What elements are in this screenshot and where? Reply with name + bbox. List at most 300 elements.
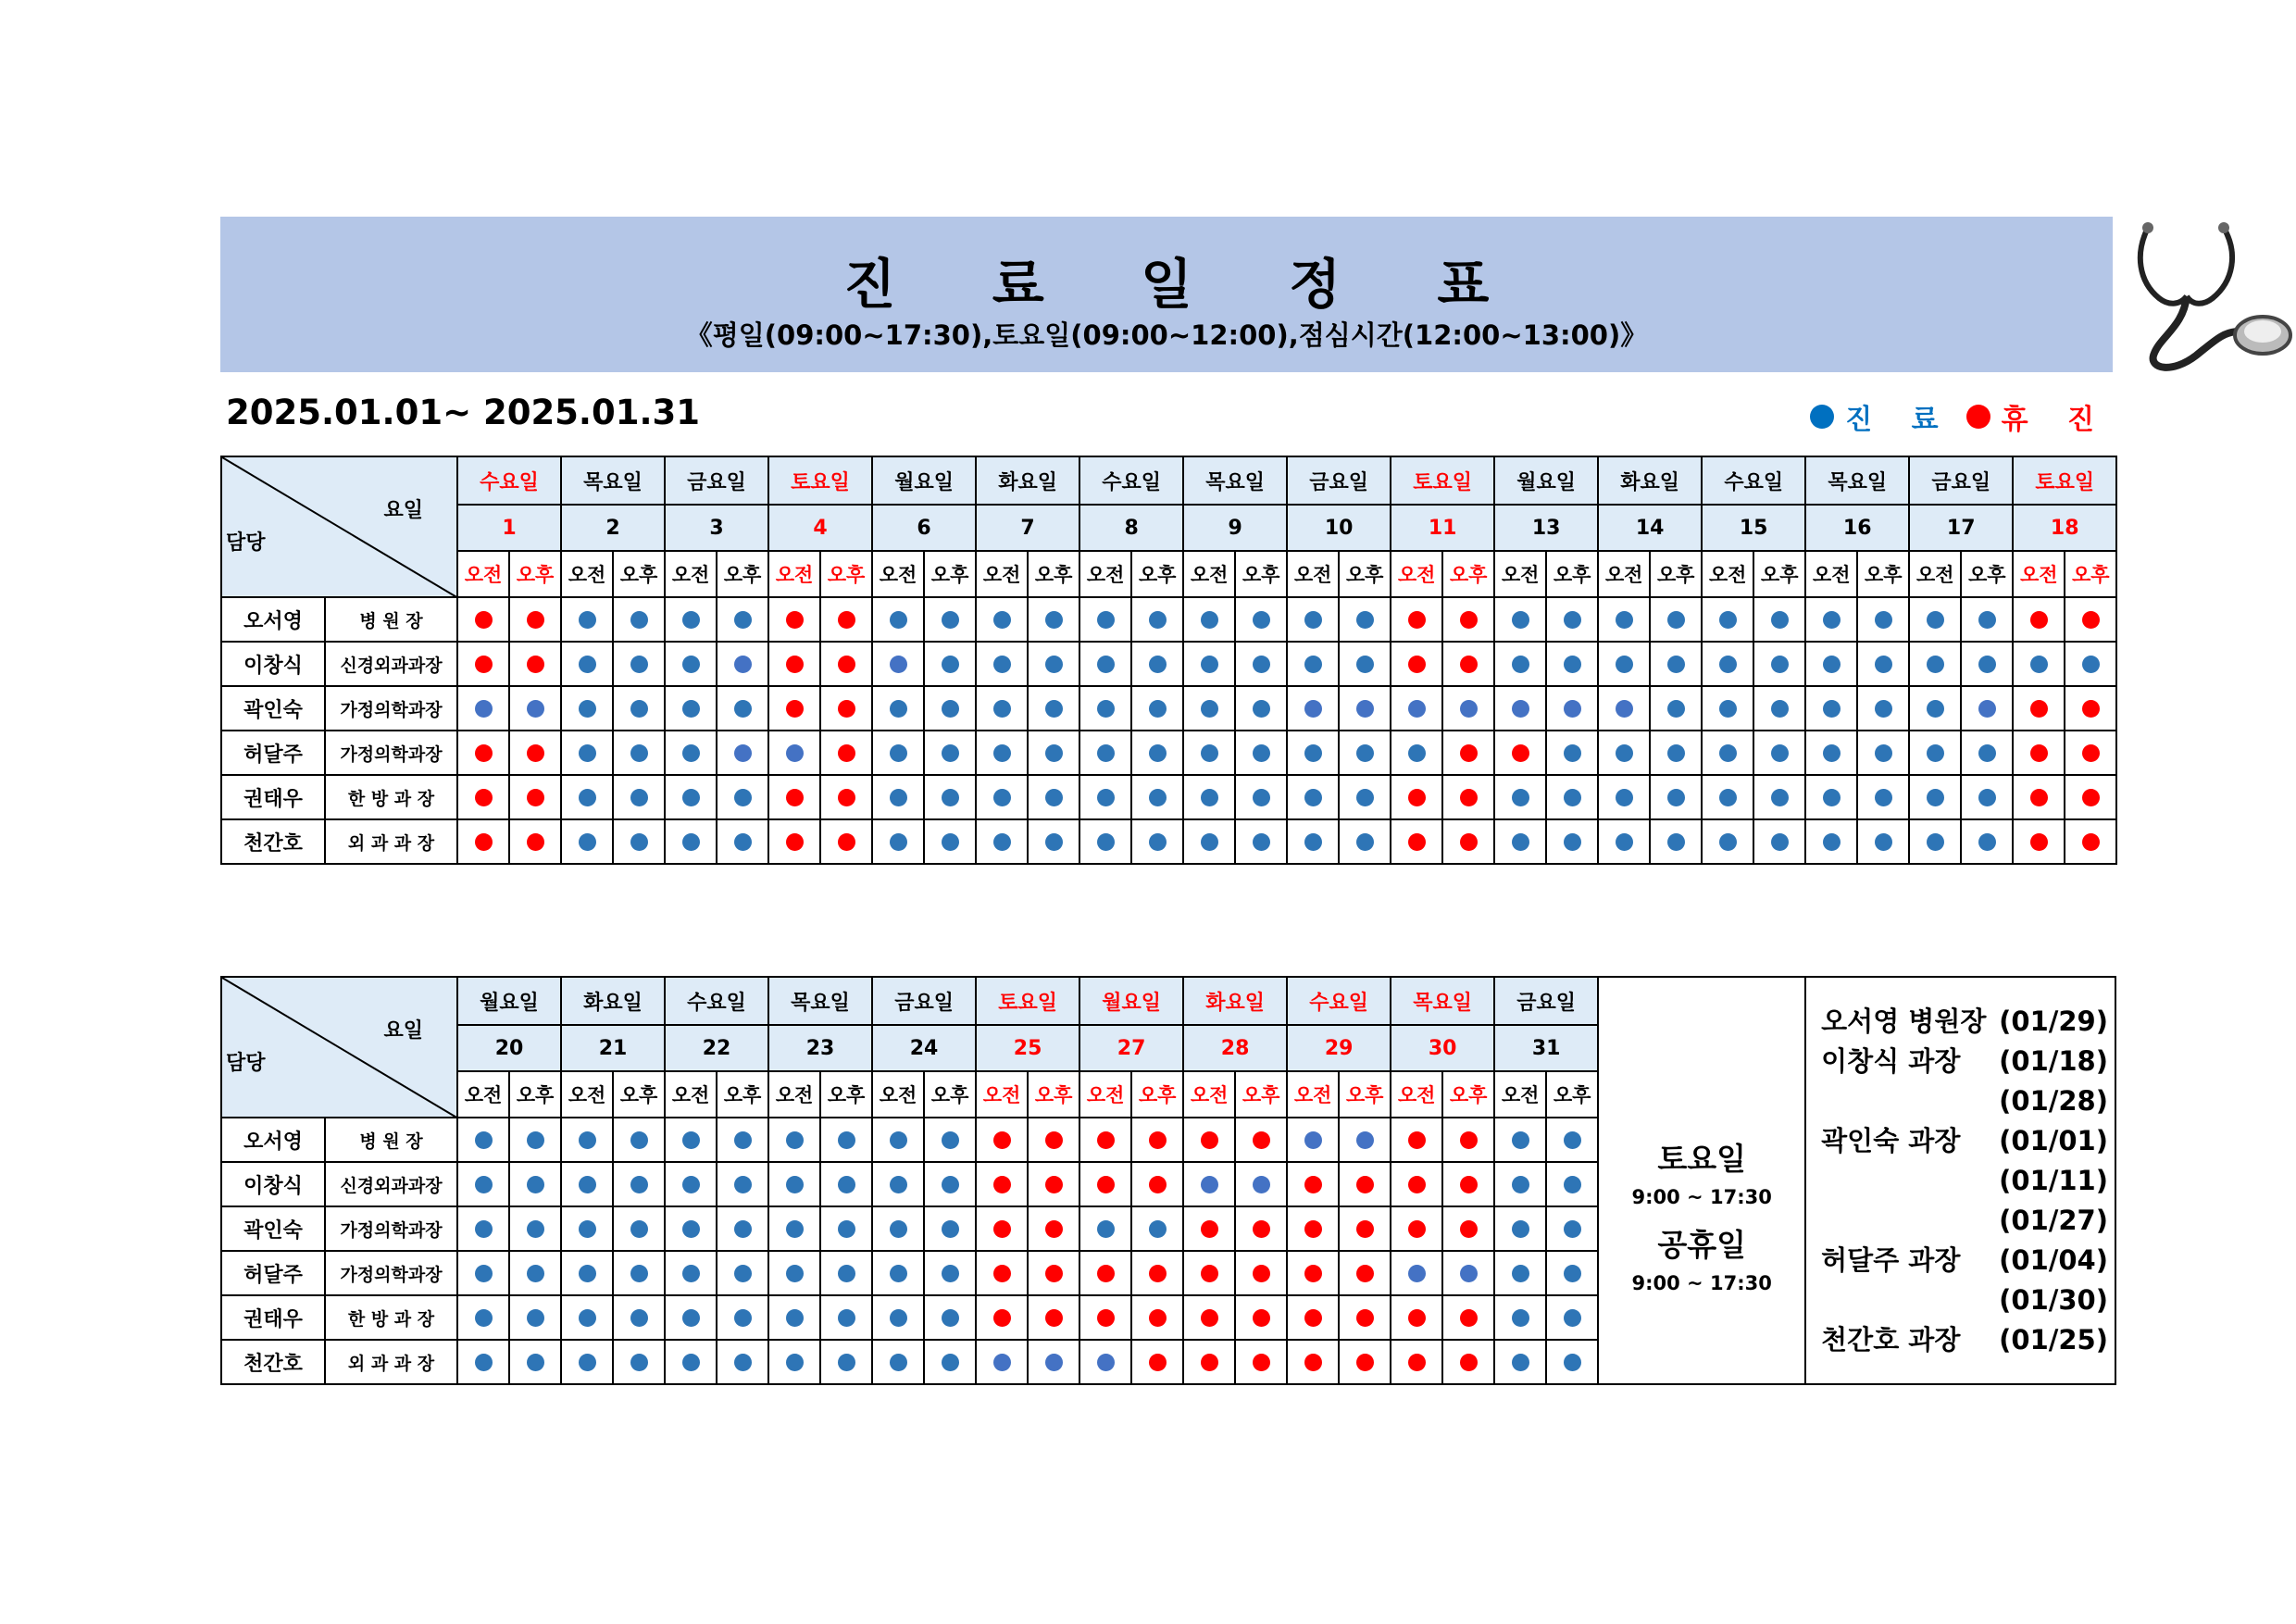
open-dot-icon xyxy=(1045,611,1063,629)
schedule-cell xyxy=(1183,1251,1235,1295)
weekday-header: 화요일 xyxy=(1183,977,1287,1025)
schedule-cell xyxy=(1183,686,1235,731)
schedule-cell xyxy=(1339,597,1391,642)
schedule-cell xyxy=(872,642,924,686)
schedule-cell xyxy=(1442,1251,1494,1295)
schedule-cell xyxy=(665,1118,717,1162)
closed-dot-icon xyxy=(2030,700,2048,718)
open-dot-icon xyxy=(734,1131,752,1149)
note-doctor: 허달주 과장 xyxy=(1821,1243,1961,1276)
closed-dot-icon xyxy=(1356,1265,1374,1282)
open-dot-icon xyxy=(1771,789,1789,806)
open-dot-icon xyxy=(1253,744,1270,762)
closed-dot-icon xyxy=(993,1220,1011,1238)
closed-dot-icon xyxy=(1201,1265,1218,1282)
open-dot-icon xyxy=(1408,700,1426,718)
open-dot-icon xyxy=(630,744,648,762)
closed-dot-icon xyxy=(838,700,855,718)
open-dot-icon xyxy=(579,1354,596,1371)
closed-dot-icon xyxy=(2030,744,2048,762)
open-dot-icon xyxy=(630,1131,648,1149)
open-dot-icon xyxy=(993,656,1011,673)
closed-dot-icon xyxy=(1253,1265,1270,1282)
open-dot-icon xyxy=(1149,833,1167,851)
open-dot-icon xyxy=(734,1354,752,1371)
schedule-cell xyxy=(613,1340,665,1384)
open-dot-icon xyxy=(1201,611,1218,629)
closed-dot-icon xyxy=(1149,1309,1167,1327)
schedule-cell xyxy=(613,597,665,642)
date-header: 6 xyxy=(872,505,976,551)
schedule-cell xyxy=(1805,597,1857,642)
schedule-cell xyxy=(1339,1295,1391,1340)
weekday-header: 토요일 xyxy=(1391,456,1494,505)
open-dot-icon xyxy=(1304,744,1322,762)
open-dot-icon xyxy=(993,833,1011,851)
open-dot-icon xyxy=(1823,700,1841,718)
schedule-cell xyxy=(665,686,717,731)
schedule-cell xyxy=(665,819,717,864)
doctor-name: 곽인숙 xyxy=(221,686,325,731)
staff-header-label: 담당 xyxy=(226,1052,266,1075)
schedule-cell xyxy=(1339,775,1391,819)
open-dot-icon xyxy=(579,833,596,851)
open-dot-icon xyxy=(1875,700,1892,718)
doctor-role: 외 과 과 장 xyxy=(325,819,457,864)
closed-dot-icon xyxy=(2030,611,2048,629)
open-dot-icon xyxy=(942,1265,959,1282)
schedule-cell xyxy=(1079,731,1131,775)
schedule-cell xyxy=(1079,1251,1131,1295)
closed-dot-icon xyxy=(1097,1131,1115,1149)
schedule-cell xyxy=(1546,1206,1598,1251)
schedule-cell xyxy=(509,1162,561,1206)
closed-dot-icon xyxy=(1149,1354,1167,1371)
schedule-cell xyxy=(665,642,717,686)
schedule-cell xyxy=(1287,642,1339,686)
open-dot-icon xyxy=(1616,700,1633,718)
schedule-cell xyxy=(613,1295,665,1340)
schedule-cell xyxy=(457,1206,509,1251)
open-dot-icon xyxy=(1304,656,1322,673)
schedule-cell xyxy=(1339,1162,1391,1206)
schedule-cell xyxy=(1028,775,1079,819)
schedule-cell xyxy=(1235,597,1287,642)
pm-header: 오후 xyxy=(1339,1071,1391,1118)
open-dot-icon xyxy=(1978,789,1996,806)
closed-dot-icon xyxy=(2030,789,2048,806)
schedule-cell xyxy=(820,731,872,775)
open-dot-icon xyxy=(1149,744,1167,762)
schedule-cell xyxy=(509,1251,561,1295)
closed-dot-icon xyxy=(1408,1131,1426,1149)
note-row xyxy=(1821,1161,2115,1201)
schedule-cell xyxy=(561,1251,613,1295)
schedule-cell xyxy=(1079,1118,1131,1162)
schedule-cell xyxy=(561,1118,613,1162)
schedule-cell xyxy=(1183,1118,1235,1162)
closed-dot-icon xyxy=(1408,1354,1426,1371)
closed-dot-icon xyxy=(1304,1176,1322,1193)
schedule-cell xyxy=(976,731,1028,775)
am-header: 오전 xyxy=(1183,1071,1235,1118)
doctor-name: 권태우 xyxy=(221,775,325,819)
schedule-cell xyxy=(1391,642,1442,686)
schedule-cell xyxy=(1028,1295,1079,1340)
schedule-cell xyxy=(1391,1162,1442,1206)
date-header: 8 xyxy=(1079,505,1183,551)
schedule-cell xyxy=(509,1206,561,1251)
schedule-cell xyxy=(1598,775,1650,819)
schedule-cell xyxy=(2065,686,2116,731)
open-dot-icon xyxy=(1253,611,1270,629)
schedule-cell xyxy=(1131,1295,1183,1340)
schedule-cell xyxy=(1753,597,1805,642)
date-header: 3 xyxy=(665,505,768,551)
open-dot-icon xyxy=(1719,611,1737,629)
open-dot-icon xyxy=(838,1309,855,1327)
open-dot-icon xyxy=(682,1220,700,1238)
open-dot-icon xyxy=(1408,744,1426,762)
open-dot-icon xyxy=(1512,1309,1529,1327)
open-dot-icon xyxy=(993,789,1011,806)
schedule-cell xyxy=(1339,819,1391,864)
schedule-table-2 xyxy=(220,976,2116,1385)
open-dot-icon xyxy=(786,1176,804,1193)
open-dot-icon xyxy=(1045,700,1063,718)
open-dot-icon xyxy=(1564,1131,1581,1149)
open-dot-icon xyxy=(475,1131,493,1149)
open-dot-icon xyxy=(682,700,700,718)
schedule-cell xyxy=(1442,1162,1494,1206)
schedule-cell xyxy=(768,819,820,864)
closed-dot-icon xyxy=(1201,1220,1218,1238)
schedule-cell xyxy=(1287,775,1339,819)
open-dot-icon xyxy=(1356,833,1374,851)
open-dot-icon xyxy=(1810,405,1834,429)
schedule-cell xyxy=(1598,819,1650,864)
schedule-cell xyxy=(561,1162,613,1206)
schedule-cell xyxy=(768,686,820,731)
open-dot-icon xyxy=(1356,700,1374,718)
schedule-cell xyxy=(1857,642,1909,686)
schedule-cell xyxy=(561,1295,613,1340)
closed-dot-icon xyxy=(1149,1131,1167,1149)
open-dot-icon xyxy=(890,1131,907,1149)
schedule-cell xyxy=(1028,1162,1079,1206)
open-dot-icon xyxy=(1875,656,1892,673)
schedule-cell xyxy=(1183,642,1235,686)
schedule-cell xyxy=(1028,597,1079,642)
date-header: 29 xyxy=(1287,1025,1391,1071)
closed-dot-icon xyxy=(1512,744,1529,762)
open-dot-icon xyxy=(1564,611,1581,629)
open-dot-icon xyxy=(1253,1176,1270,1193)
schedule-cell xyxy=(1805,686,1857,731)
schedule-cell xyxy=(1131,1251,1183,1295)
open-dot-icon xyxy=(1927,789,1944,806)
schedule-cell xyxy=(1079,597,1131,642)
date-header: 11 xyxy=(1391,505,1494,551)
schedule-cell xyxy=(768,1162,820,1206)
schedule-cell xyxy=(1287,1162,1339,1206)
schedule-cell xyxy=(1650,775,1702,819)
schedule-cell xyxy=(1131,1340,1183,1384)
schedule-cell xyxy=(1494,1118,1546,1162)
legend-closed-label: 휴 진 xyxy=(2001,404,2109,436)
schedule-cell xyxy=(1961,731,2013,775)
open-dot-icon xyxy=(1978,833,1996,851)
schedule-cell xyxy=(1391,686,1442,731)
schedule-cell xyxy=(1287,1340,1339,1384)
schedule-cell xyxy=(924,597,976,642)
hours-info-box xyxy=(1598,977,1805,1384)
schedule-cell xyxy=(872,1118,924,1162)
note-row xyxy=(1821,1320,2115,1360)
open-dot-icon xyxy=(630,611,648,629)
open-dot-icon xyxy=(1201,789,1218,806)
saturday-hours: 9:00 ~ 17:30 xyxy=(1631,1186,1772,1208)
holiday-hours: 9:00 ~ 17:30 xyxy=(1631,1272,1772,1294)
schedule-cell xyxy=(1494,642,1546,686)
note-date: (01/01) xyxy=(1999,1124,2108,1156)
schedule-cell xyxy=(1909,731,1961,775)
open-dot-icon xyxy=(475,1354,493,1371)
doctor-role: 가정의학과장 xyxy=(325,1251,457,1295)
legend xyxy=(1810,396,2109,437)
open-dot-icon xyxy=(1927,833,1944,851)
closed-dot-icon xyxy=(2030,833,2048,851)
schedule-cell xyxy=(1546,1251,1598,1295)
schedule-cell xyxy=(976,1295,1028,1340)
schedule-cell xyxy=(1391,819,1442,864)
schedule-cell xyxy=(1961,686,2013,731)
open-dot-icon xyxy=(1875,789,1892,806)
open-dot-icon xyxy=(1149,611,1167,629)
schedule-cell xyxy=(1598,686,1650,731)
open-dot-icon xyxy=(1564,1220,1581,1238)
schedule-cell xyxy=(872,686,924,731)
note-doctor: 천간호 과장 xyxy=(1821,1323,1961,1355)
pm-header: 오후 xyxy=(1442,1071,1494,1118)
pm-header: 오후 xyxy=(1961,551,2013,597)
schedule-cell xyxy=(1546,597,1598,642)
open-dot-icon xyxy=(734,833,752,851)
doctor-role: 가정의학과장 xyxy=(325,1206,457,1251)
schedule-cell xyxy=(561,1206,613,1251)
schedule-cell xyxy=(717,686,768,731)
schedule-cell xyxy=(1961,597,2013,642)
schedule-cell xyxy=(872,819,924,864)
closed-dot-icon xyxy=(993,1131,1011,1149)
schedule-cell xyxy=(2013,597,2065,642)
schedule-cell xyxy=(768,597,820,642)
open-dot-icon xyxy=(1201,656,1218,673)
doctor-row xyxy=(221,642,2116,686)
open-dot-icon xyxy=(475,1265,493,1282)
open-dot-icon xyxy=(1512,1131,1529,1149)
schedule-cell xyxy=(1235,1162,1287,1206)
am-header: 오전 xyxy=(1391,551,1442,597)
schedule-cell xyxy=(561,731,613,775)
open-dot-icon xyxy=(734,700,752,718)
pm-header: 오후 xyxy=(717,1071,768,1118)
open-dot-icon xyxy=(1667,656,1685,673)
note-date: (01/28) xyxy=(1999,1084,2108,1117)
open-dot-icon xyxy=(942,744,959,762)
closed-dot-icon xyxy=(1201,1354,1218,1371)
schedule-cell xyxy=(1494,1206,1546,1251)
schedule-cell xyxy=(1598,642,1650,686)
open-dot-icon xyxy=(475,1309,493,1327)
open-dot-icon xyxy=(1616,833,1633,851)
pm-header: 오후 xyxy=(924,551,976,597)
closed-dot-icon xyxy=(1356,1309,1374,1327)
schedule-cell xyxy=(1235,1295,1287,1340)
doctor-name: 이창식 xyxy=(221,1162,325,1206)
weekday-header: 월요일 xyxy=(457,977,561,1025)
schedule-cell xyxy=(1235,775,1287,819)
open-dot-icon xyxy=(1304,700,1322,718)
open-dot-icon xyxy=(942,1176,959,1193)
open-dot-icon xyxy=(1564,1176,1581,1193)
schedule-cell xyxy=(1235,1206,1287,1251)
schedule-cell xyxy=(561,775,613,819)
schedule-cell xyxy=(1391,1295,1442,1340)
open-dot-icon xyxy=(475,1176,493,1193)
open-dot-icon xyxy=(682,744,700,762)
schedule-cell xyxy=(613,1251,665,1295)
open-dot-icon xyxy=(1719,700,1737,718)
closed-dot-icon xyxy=(1460,1131,1478,1149)
date-header: 22 xyxy=(665,1025,768,1071)
am-header: 오전 xyxy=(1079,551,1131,597)
open-dot-icon xyxy=(1875,744,1892,762)
staff-header-label: 담당 xyxy=(226,531,266,555)
note-doctor: 오서영 병원장 xyxy=(1821,1005,1987,1037)
schedule-cell xyxy=(613,731,665,775)
schedule-cell xyxy=(976,642,1028,686)
open-dot-icon xyxy=(1253,700,1270,718)
open-dot-icon xyxy=(1564,1309,1581,1327)
open-dot-icon xyxy=(1978,744,1996,762)
doctor-name: 곽인숙 xyxy=(221,1206,325,1251)
weekday-header: 월요일 xyxy=(1494,456,1598,505)
schedule-cell xyxy=(1857,731,1909,775)
schedule-cell xyxy=(2013,686,2065,731)
schedule-period: 2025.01.01~ 2025.01.31 xyxy=(226,393,701,432)
note-row xyxy=(1821,1042,2115,1081)
closed-dot-icon xyxy=(1097,1176,1115,1193)
date-header: 14 xyxy=(1598,505,1702,551)
note-doctor xyxy=(1821,1280,1999,1320)
open-dot-icon xyxy=(786,1309,804,1327)
closed-dot-icon xyxy=(1045,1309,1063,1327)
schedule-cell xyxy=(717,1206,768,1251)
schedule-cell xyxy=(717,819,768,864)
schedule-cell xyxy=(872,775,924,819)
weekday-header: 금요일 xyxy=(1494,977,1598,1025)
schedule-cell xyxy=(1442,642,1494,686)
schedule-cell xyxy=(768,1251,820,1295)
schedule-cell xyxy=(1494,597,1546,642)
open-dot-icon xyxy=(579,656,596,673)
open-dot-icon xyxy=(1978,611,1996,629)
closed-dot-icon xyxy=(475,833,493,851)
date-header: 10 xyxy=(1287,505,1391,551)
open-dot-icon xyxy=(630,700,648,718)
closed-dot-icon xyxy=(1408,1309,1426,1327)
schedule-cell xyxy=(1753,731,1805,775)
schedule-cell xyxy=(1287,819,1339,864)
schedule-cell xyxy=(457,1251,509,1295)
closed-dot-icon xyxy=(1304,1265,1322,1282)
closed-dot-icon xyxy=(1201,1309,1218,1327)
closed-dot-icon xyxy=(1304,1354,1322,1371)
date-header: 28 xyxy=(1183,1025,1287,1071)
open-dot-icon xyxy=(630,1309,648,1327)
schedule-cell xyxy=(976,1340,1028,1384)
closed-dot-icon xyxy=(1045,1131,1063,1149)
schedule-cell xyxy=(665,597,717,642)
weekday-header: 수요일 xyxy=(457,456,561,505)
note-date: (01/27) xyxy=(1999,1204,2108,1236)
schedule-cell xyxy=(561,642,613,686)
schedule-cell xyxy=(1391,1340,1442,1384)
schedule-cell xyxy=(1183,1340,1235,1384)
schedule-cell xyxy=(820,1206,872,1251)
schedule-cell xyxy=(820,1118,872,1162)
schedule-cell xyxy=(717,1118,768,1162)
schedule-cell xyxy=(1650,686,1702,731)
date-header: 1 xyxy=(457,505,561,551)
date-header: 18 xyxy=(2013,505,2116,551)
open-dot-icon xyxy=(1512,1220,1529,1238)
doctor-role: 한 방 과 장 xyxy=(325,775,457,819)
note-row xyxy=(1821,1201,2115,1241)
closed-dot-icon xyxy=(786,700,804,718)
doctor-row xyxy=(221,775,2116,819)
schedule-cell xyxy=(924,775,976,819)
open-dot-icon xyxy=(1097,1220,1115,1238)
pm-header: 오후 xyxy=(1028,551,1079,597)
schedule-cell xyxy=(2065,775,2116,819)
schedule-cell xyxy=(1546,642,1598,686)
schedule-cell xyxy=(924,1340,976,1384)
open-dot-icon xyxy=(1667,833,1685,851)
date-header: 24 xyxy=(872,1025,976,1071)
schedule-cell xyxy=(1909,686,1961,731)
schedule-cell xyxy=(1650,642,1702,686)
open-dot-icon xyxy=(1045,744,1063,762)
date-header: 2 xyxy=(561,505,665,551)
am-header: 오전 xyxy=(1702,551,1753,597)
pm-header: 오후 xyxy=(613,1071,665,1118)
open-dot-icon xyxy=(786,1220,804,1238)
open-dot-icon xyxy=(1356,1131,1374,1149)
schedule-cell xyxy=(1235,1340,1287,1384)
schedule-cell xyxy=(1753,686,1805,731)
schedule-cell xyxy=(1079,819,1131,864)
closed-dot-icon xyxy=(786,611,804,629)
schedule-cell xyxy=(613,819,665,864)
open-dot-icon xyxy=(1097,656,1115,673)
open-dot-icon xyxy=(1304,789,1322,806)
schedule-cell xyxy=(2065,642,2116,686)
schedule-cell xyxy=(1391,1206,1442,1251)
closed-dot-icon xyxy=(838,833,855,851)
pm-header: 오후 xyxy=(509,1071,561,1118)
